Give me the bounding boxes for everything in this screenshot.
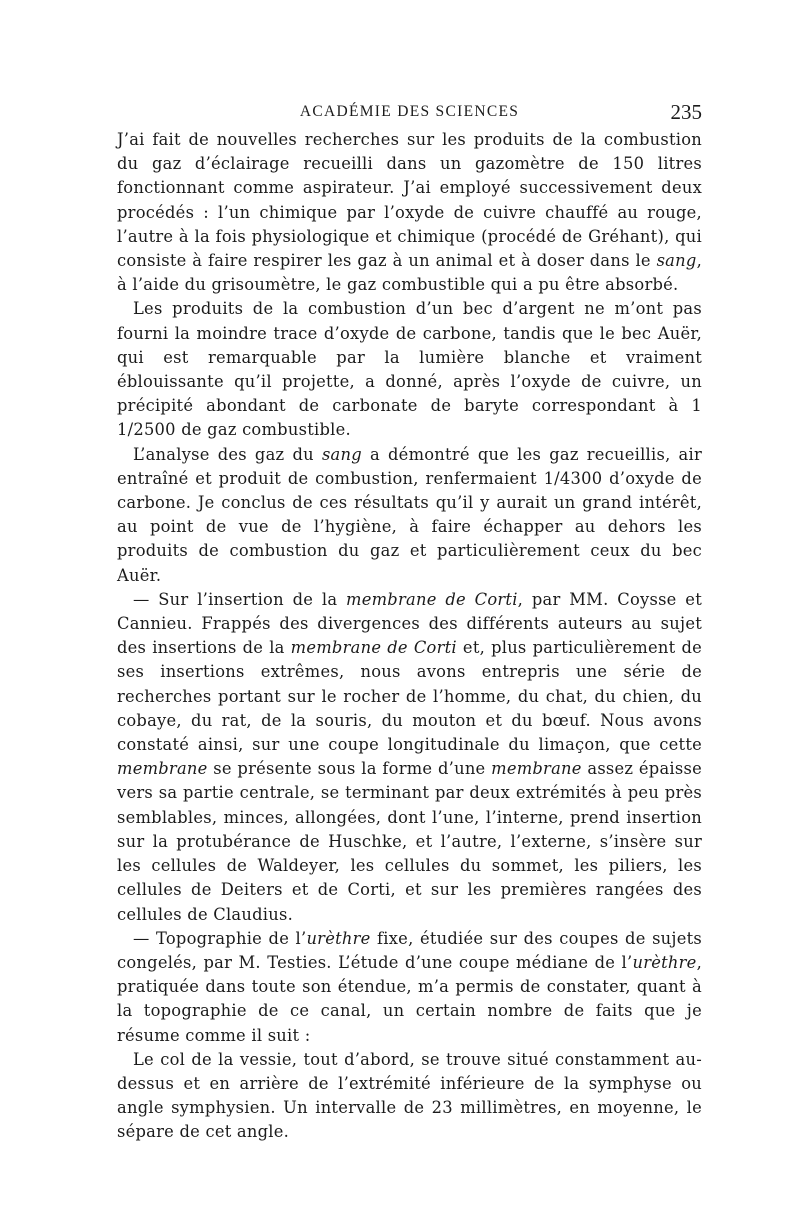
italic-run: sang bbox=[656, 251, 697, 271]
text-run: et, plus particulièrement de ses insertions extrêmes, nous avons entrepris une série de recherches portant sur le rocher de l’homme, du chat, du chien, du cobaye, du rat, de la souris, du mouton et du bœuf. Nous avons constaté ainsi, sur une coupe longitudinale du limaçon, que cette bbox=[117, 638, 703, 755]
text-run: fixe, étudiée sur des coupes de sujets congelés, par M. Testies. L’étude d’une coupe médiane de l’ bbox=[117, 928, 702, 972]
text-run: — Topographie de l’ bbox=[133, 928, 307, 948]
paragraph-5 bbox=[117, 927, 702, 1048]
italic-run: urèthre bbox=[306, 928, 371, 948]
text-run: , à l’aide du grisoumètre, le gaz combustible qui a pu être absorbé. bbox=[117, 251, 702, 295]
paragraph-6 bbox=[117, 1048, 702, 1145]
paragraph-3 bbox=[117, 443, 702, 588]
paragraph-1 bbox=[117, 128, 702, 297]
paragraph-4 bbox=[117, 588, 702, 927]
paragraph-2 bbox=[117, 297, 702, 442]
running-title: ACADÉMIE DES SCIENCES bbox=[299, 103, 520, 120]
text-run: L’analyse des gaz du bbox=[133, 444, 322, 464]
italic-run: membrane bbox=[117, 759, 208, 779]
body-text bbox=[117, 128, 702, 1145]
text-run: — Sur l’insertion de la bbox=[133, 589, 347, 609]
text-run: Le col de la vessie, tout d’abord, se trouve situé constamment au-dessus et en arrière de l’extrémité inférieure de la symphyse ou angle symphysien. Un intervalle de 23 millimètres, en moyenne, le sépare de cet angle. bbox=[117, 1049, 702, 1142]
italic-run: membrane de Corti bbox=[290, 638, 457, 658]
running-header bbox=[117, 96, 702, 128]
text-run: J’ai fait de nouvelles recherches sur les produits de la combustion du gaz d’éclairage recueilli dans un gazomètre de 150 litres fonctionnant comme aspirateur. J’ai employé successivement deux procédés : l’un chimique par l’oxyde de cuivre chauffé au rouge, l’autre à la fois physiologique et chimique (procédé de Gréhant), qui consiste à faire respirer les gaz à un animal et à doser dans le bbox=[117, 130, 702, 271]
italic-run: membrane bbox=[491, 759, 582, 779]
text-run: assez épaisse vers sa partie centrale, se terminant par deux extrémités à peu près semblables, minces, allongées, dont l’une, l’interne, prend insertion sur la protubérance de Huschke, et l’autre, l’externe, s’insère sur les cellules de Waldeyer, les cellules du sommet, les piliers, les cellules de Deiters et de Corti, et sur les premières rangées des cellules de Claudius. bbox=[117, 759, 702, 924]
page-number: 235 bbox=[670, 100, 702, 124]
text-run: Les produits de la combustion d’un bec d’argent ne m’ont pas fourni la moindre trace d’oxyde de carbone, tandis que le bec Auër, qui est remarquable par la lumière blanche et vraiment éblouissante qu’il projette, a donné, après l’oxyde de cuivre, un précipité abondant de carbonate de baryte correspondant à 1 1/2500 de gaz combustible. bbox=[117, 299, 702, 440]
italic-run: membrane de Corti bbox=[346, 589, 518, 609]
text-run: a démontré que les gaz recueillis, air entraîné et produit de combustion, renfermaient 1/4300 d’oxyde de carbone. Je conclus de ces résultats qu’il y aurait un grand intérêt, au point de vue de l’hygiène, à faire échapper au dehors les produits de combustion du gaz et particulièrement ceux du bec Auër. bbox=[117, 444, 703, 585]
italic-run: sang bbox=[321, 444, 362, 464]
text-run: se présente sous la forme d’une bbox=[207, 759, 492, 779]
text-run: , par MM. Coysse et Cannieu. Frappés des divergences des différents auteurs au sujet des insertions de la bbox=[117, 589, 702, 658]
text-run: , pratiquée dans toute son étendue, m’a permis de constater, quant à la topographie de ce canal, un certain nombre de faits que je résume comme il suit : bbox=[117, 952, 702, 1045]
italic-run: urèthre bbox=[632, 952, 697, 972]
